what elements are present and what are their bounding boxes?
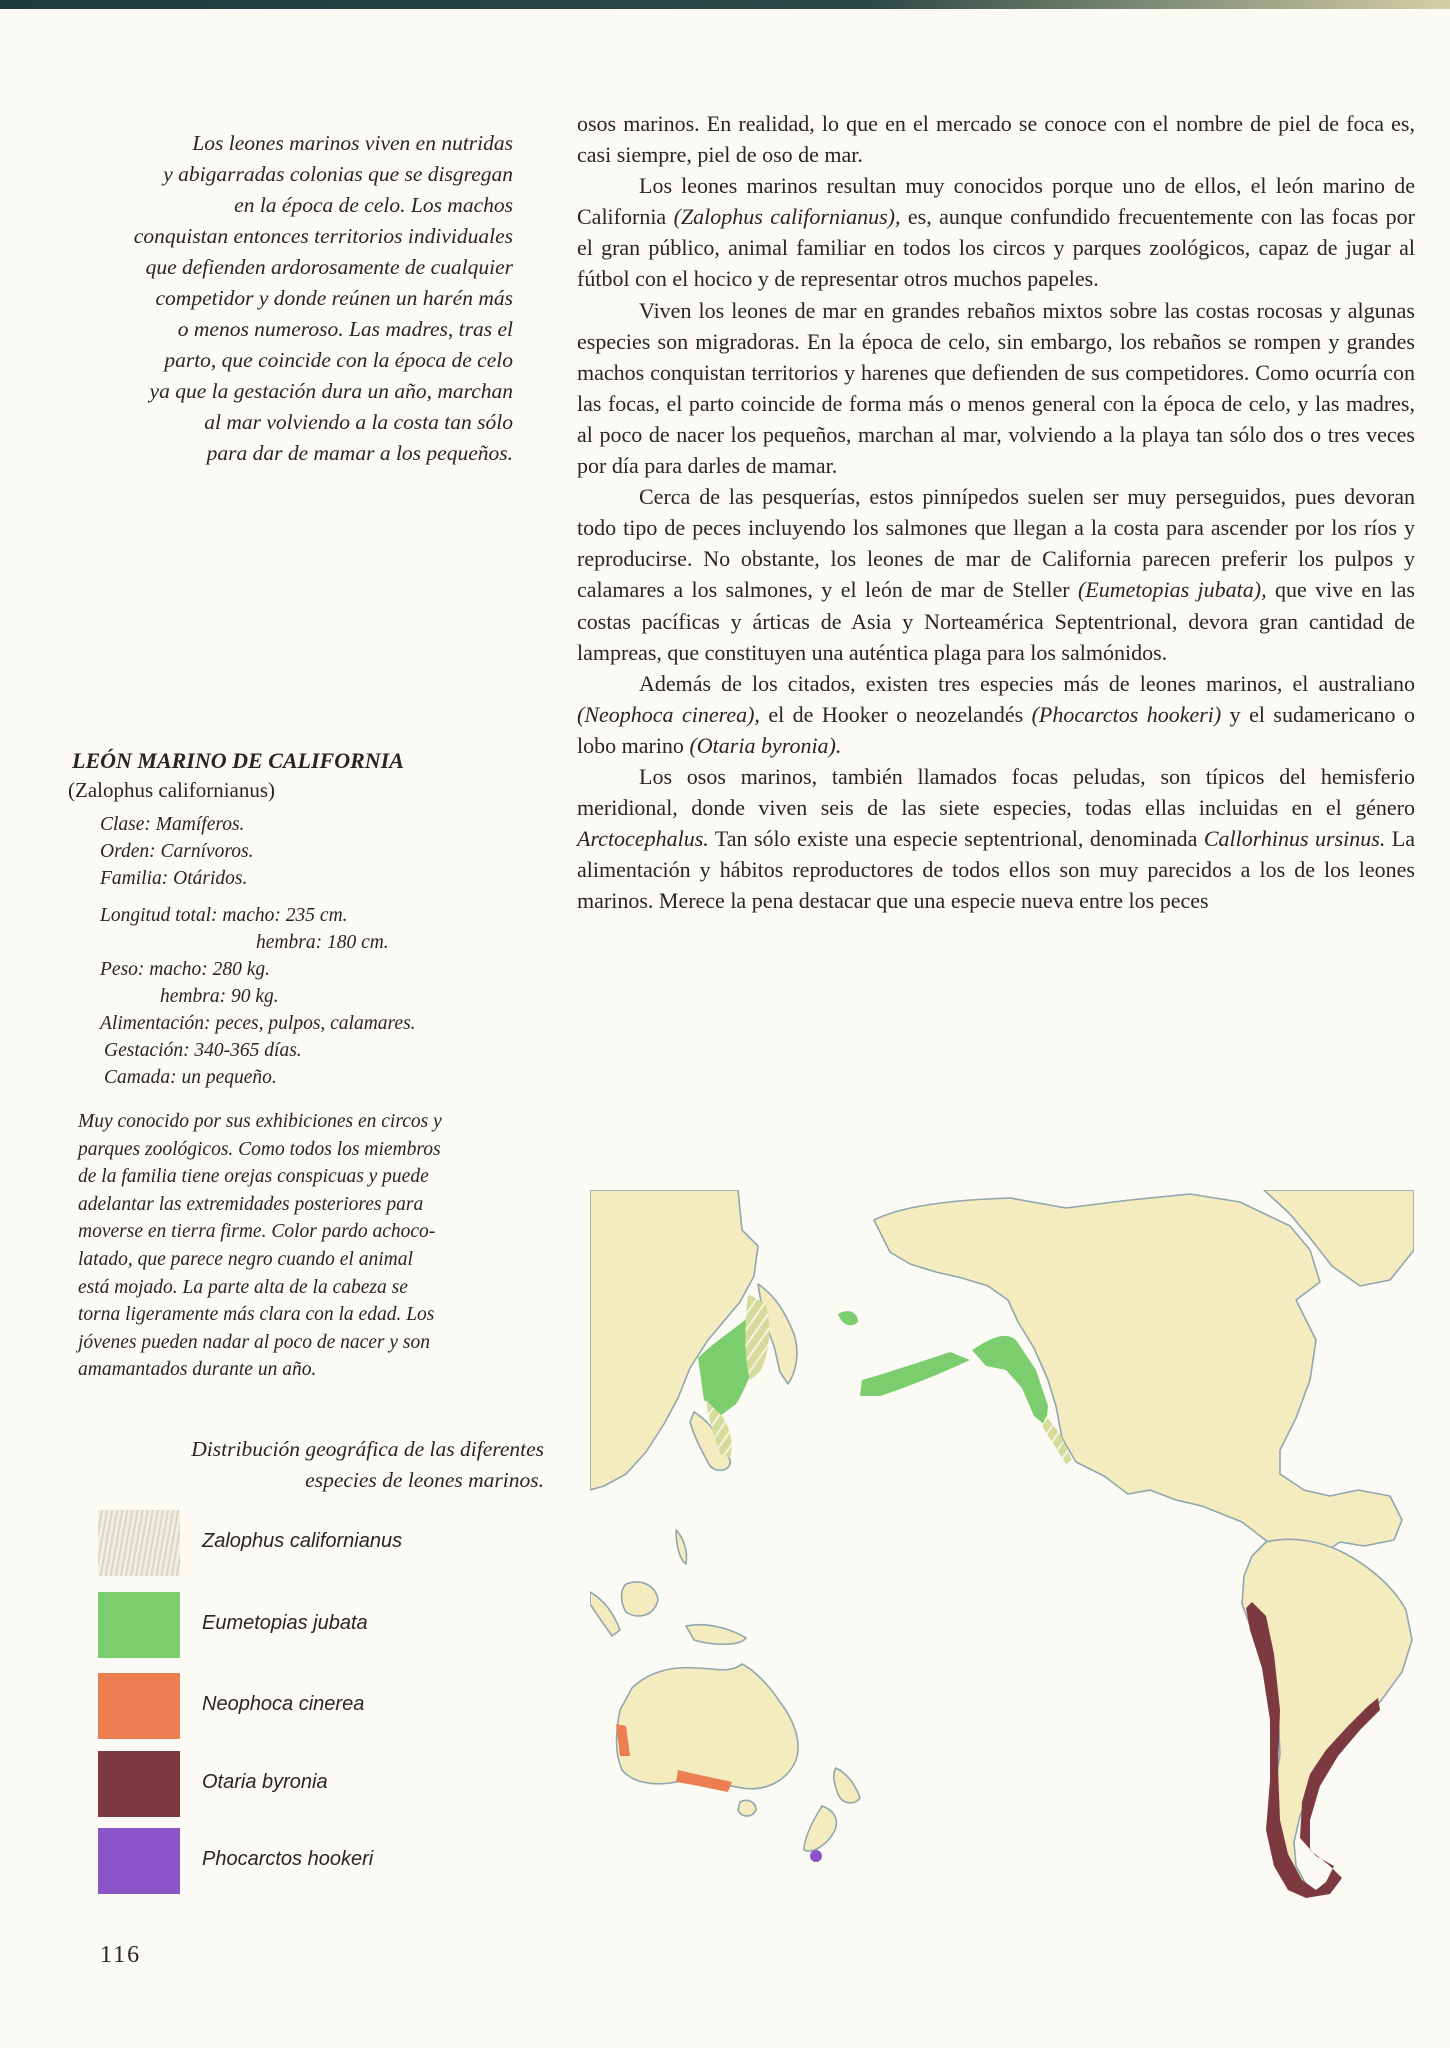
new-zealand-south-island (804, 1806, 836, 1851)
fact-orden: Orden: Carnívoros. (100, 841, 254, 862)
legend-item-zalophus (98, 1510, 498, 1576)
eumetopias-bering-island (838, 1311, 858, 1325)
page-number: 116 (100, 1942, 142, 1968)
fact-longitud-macho: Longitud total: macho: 235 cm. (100, 905, 348, 926)
new-guinea-island (686, 1625, 746, 1645)
caption-line: y abigarradas colonias que se disgregan (163, 162, 513, 186)
caption-line: para dar de mamar a los pequeños. (206, 441, 513, 465)
description-line: moverse en tierra firme. Color pardo achoco- (78, 1221, 436, 1243)
legend-swatch (98, 1828, 180, 1894)
species-fact-sheet (68, 748, 542, 1091)
species-name: (Zalophus californianus), (673, 204, 901, 230)
species-name: (Otaria byronia). (689, 732, 842, 758)
fact-peso-macho: Peso: macho: 280 kg. (100, 959, 271, 980)
description-line: jóvenes pueden nadar al poco de nacer y son (78, 1331, 430, 1353)
description-line: está mojado. La parte alta de la cabeza se (78, 1276, 408, 1298)
description-line: amamantados durante un año. (78, 1359, 317, 1381)
legend-title-line: Distribución geográfica de las diferentes (191, 1437, 544, 1461)
top-edge-band (0, 0, 1450, 9)
caption-line: que defienden ardorosamente de cualquier (145, 255, 513, 279)
fact-camada: Camada: un pequeño. (104, 1067, 277, 1088)
fact-familia: Familia: Otáridos. (100, 868, 248, 889)
map-legend-title (100, 1434, 544, 1496)
distribution-map (590, 1190, 1414, 1906)
fact-clase: Clase: Mamíferos. (100, 814, 245, 835)
fact-alimentacion: Alimentación: peces, pulpos, calamares. (100, 1013, 416, 1034)
photo-caption (58, 128, 513, 469)
caption-line: competidor y donde reúnen un harén más (155, 286, 513, 310)
species-name: (Neophoca cinerea), (577, 701, 760, 727)
main-text-column (577, 108, 1415, 916)
legend-swatch-hatched (98, 1510, 180, 1576)
caption-line: Los leones marinos viven en nutridas (192, 131, 513, 155)
legend-item-otaria (98, 1751, 498, 1817)
paragraph: Los leones marinos resultan muy conocidos porque uno de ellos, el león marino de California (Zalophus californianus), es, aunque confundido frecuentemente con las focas por el gran público, animal familiar en todos los circos y parques zoológicos, capaz de jugar al fútbol con el hocico y de representar otros muchos papeles. (577, 173, 1415, 292)
paragraph: Además de los citados, existen tres especies más de leones marinos, el australiano (Neophoca cinerea), el de Hooker o neozelandés (Phocarctos hookeri) y el sudamericano o lobo marino (Otaria byronia). (577, 670, 1415, 758)
caption-line: o menos numeroso. Las madres, tras el (177, 317, 513, 341)
caption-line: conquistan entonces territorios individuales (133, 224, 513, 248)
paragraph: Cerca de las pesquerías, estos pinnípedos suelen ser muy perseguidos, pues devoran todo tipo de peces incluyendo los salmones que llegan a la costa para ascender por los ríos y reproducirse. No obstante, los leones de mar de California parecen preferir los pulpos y calamares a los salmones, y el león de mar de Steller (Eumetopias jubata), que vive en las costas pacíficas y árticas de Asia y Norteamérica Septentrional, devora gran cantidad de lampreas, que constituyen una auténtica plaga para los salmónidos. (577, 484, 1415, 665)
legend-item-eumetopias (98, 1592, 498, 1658)
legend-label: Neophoca cinerea (202, 1693, 365, 1715)
species-name: (Eumetopias jubata), (1077, 577, 1267, 603)
species-title: LEÓN MARINO DE CALIFORNIA (72, 748, 404, 773)
description-line: de la familia tiene orejas conspicuas y puede (78, 1166, 429, 1188)
species-scientific-name: (Zalophus californianus) (68, 778, 276, 802)
south-america-landmass (1242, 1539, 1412, 1890)
paragraph: Viven los leones de mar en grandes rebaños mixtos sobre las costas rocosas y algunas especies son migradoras. En la época de celo, sin embargo, los rebaños se rompen y grandes machos conquistan territorios y harenes que defienden de sus competidores. Como ocurría con las focas, el parto coincide de forma más o menos general con la época de celo, y las madres, al poco de nacer los pequeños, marchan al mar, volviendo a la playa tan sólo dos o tres veces por día para darles de mamar. (577, 297, 1415, 479)
legend-item-phocarctos (98, 1828, 498, 1894)
genus-name: Arctocephalus. (577, 826, 709, 852)
new-zealand-north-island (834, 1768, 860, 1803)
caption-line: en la época de celo. Los machos (234, 193, 513, 217)
fact-longitud-hembra: hembra: 180 cm. (256, 932, 389, 953)
eumetopias-aleutian-range (860, 1352, 970, 1396)
sumatra-island (590, 1592, 620, 1636)
legend-label: Eumetopias jubata (202, 1612, 368, 1634)
paragraph: osos marinos. En realidad, lo que en el mercado se conoce con el nombre de piel de foca es, casi siempre, piel de oso de mar. (577, 111, 1415, 168)
description-line: adelantar las extremidades posteriores para (78, 1193, 424, 1215)
legend-label: Zalophus californianus (202, 1530, 403, 1552)
caption-line: al mar volviendo a la costa tan sólo (204, 410, 513, 434)
zalophus-kamchatka-range (745, 1294, 769, 1380)
borneo-island (622, 1582, 659, 1616)
caption-line: parto, que coincide con la época de celo (164, 348, 513, 372)
description-line: latado, que parece negro cuando el animal (78, 1248, 413, 1270)
paragraph: Los osos marinos, también llamados focas peludas, son típicos del hemisferio meridional, donde viven seis de las siete especies, todas ellas incluidas en el género Arctocephalus. Tan sólo existe una especie septentrional, denominada Callorhinus ursinus. La alimentación y hábitos reproductores de todos ellos son muy parecidos a los de los leones marinos. Merece la pena destacar que una especie nueva entre los peces (577, 763, 1416, 914)
species-description (78, 1108, 538, 1384)
description-line: torna ligeramente más clara con la edad. Los (78, 1304, 435, 1326)
tasmania-island (738, 1800, 756, 1816)
legend-swatch (98, 1751, 180, 1817)
fact-peso-hembra: hembra: 90 kg. (160, 986, 279, 1007)
fact-gestacion: Gestación: 340-365 días. (104, 1040, 302, 1061)
description-line: Muy conocido por sus exhibiciones en circos y (78, 1111, 442, 1132)
legend-swatch (98, 1673, 180, 1739)
description-line: parques zoológicos. Como todos los miembros (78, 1138, 441, 1160)
caption-line: ya que la gestación dura un año, marchan (149, 379, 513, 403)
legend-title-line: especies de leones marinos. (305, 1468, 544, 1492)
species-name: (Phocarctos hookeri) (1031, 701, 1222, 727)
philippines-islands (676, 1530, 687, 1564)
legend-label: Otaria byronia (202, 1771, 328, 1793)
phocarctos-auckland-islands (810, 1850, 822, 1862)
legend-item-neophoca (98, 1673, 498, 1739)
australia-landmass (617, 1664, 799, 1789)
species-name: Callorhinus ursinus. (1203, 826, 1386, 852)
legend-label: Phocarctos hookeri (202, 1848, 374, 1870)
legend-swatch (98, 1592, 180, 1658)
